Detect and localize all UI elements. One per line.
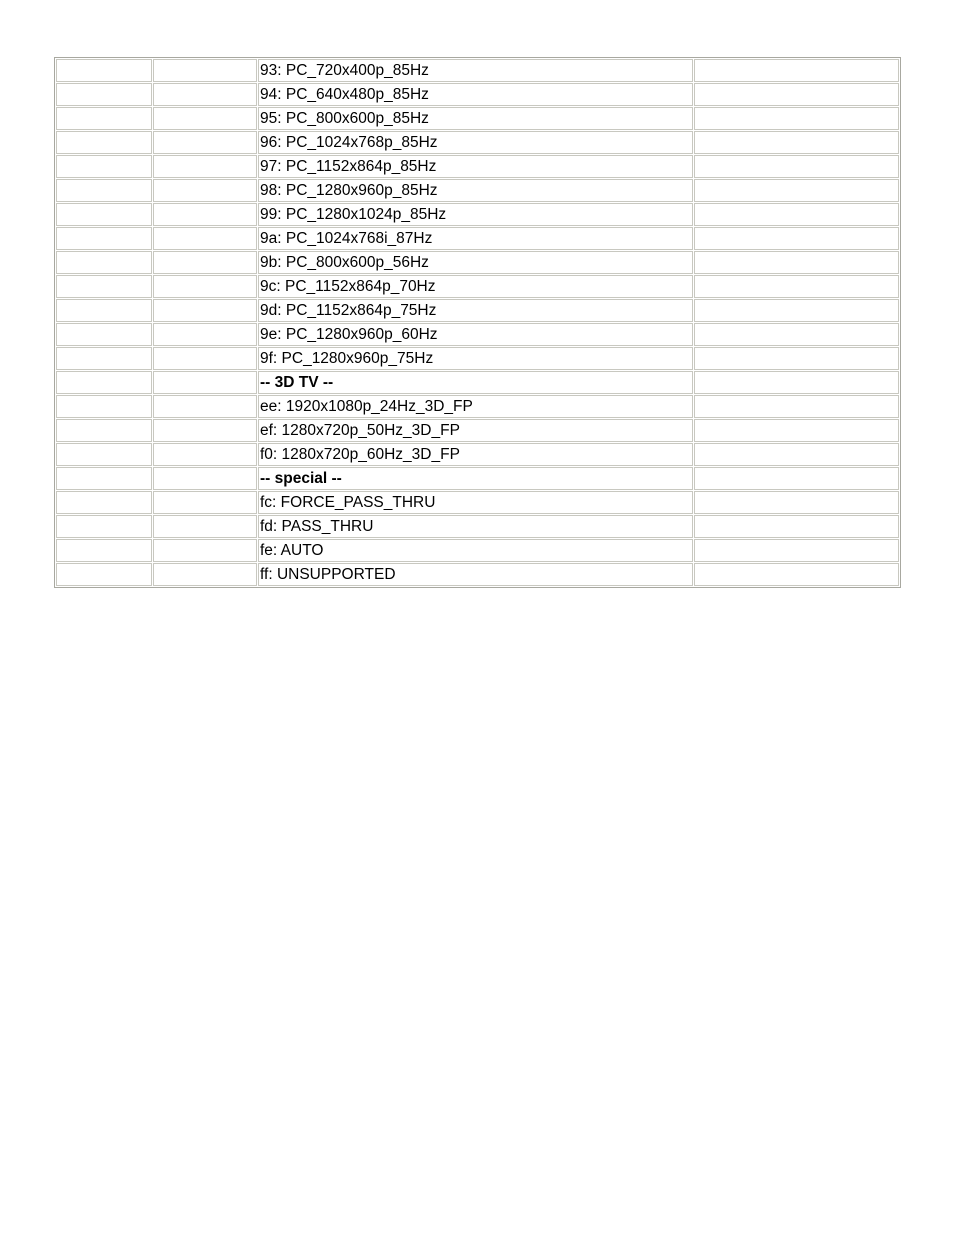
table-cell-col1 — [56, 467, 152, 490]
table-cell-col1 — [56, 443, 152, 466]
table-row — [56, 563, 899, 586]
video-mode-cell: 9c: PC_1152x864p_70Hz — [258, 275, 693, 298]
table-cell-col2 — [153, 467, 257, 490]
table-cell-col4 — [694, 443, 899, 466]
table-cell-col2 — [153, 347, 257, 370]
table-cell-col4 — [694, 419, 899, 442]
table-cell-col1 — [56, 83, 152, 106]
table-cell-col4 — [694, 275, 899, 298]
table-cell-col2 — [153, 251, 257, 274]
table-cell-col2 — [153, 131, 257, 154]
table-cell-col2 — [153, 107, 257, 130]
table-cell-col1 — [56, 419, 152, 442]
table-cell-col1 — [56, 347, 152, 370]
table-cell-col1 — [56, 515, 152, 538]
table-row — [56, 323, 899, 346]
video-mode-cell: 93: PC_720x400p_85Hz — [258, 59, 693, 82]
video-mode-cell: fe: AUTO — [258, 539, 693, 562]
table-cell-col4 — [694, 155, 899, 178]
section-header-cell: -- special -- — [258, 467, 693, 490]
table-cell-col2 — [153, 515, 257, 538]
table-row — [56, 251, 899, 274]
table-cell-col1 — [56, 539, 152, 562]
table-row — [56, 491, 899, 514]
table-cell-col4 — [694, 323, 899, 346]
table-cell-col2 — [153, 179, 257, 202]
table-cell-col1 — [56, 155, 152, 178]
table-cell-col2 — [153, 83, 257, 106]
video-mode-cell: ee: 1920x1080p_24Hz_3D_FP — [258, 395, 693, 418]
table-row — [56, 347, 899, 370]
table-cell-col2 — [153, 443, 257, 466]
table-cell-col1 — [56, 323, 152, 346]
table-cell-col1 — [56, 563, 152, 586]
table-cell-col2 — [153, 227, 257, 250]
table-cell-col1 — [56, 179, 152, 202]
table-cell-col4 — [694, 227, 899, 250]
table-row — [56, 203, 899, 226]
table-cell-col4 — [694, 299, 899, 322]
table-row — [56, 467, 899, 490]
table-row — [56, 539, 899, 562]
table-cell-col2 — [153, 59, 257, 82]
table-cell-col1 — [56, 251, 152, 274]
table-cell-col2 — [153, 395, 257, 418]
section-header-cell: -- 3D TV -- — [258, 371, 693, 394]
table-cell-col4 — [694, 395, 899, 418]
video-mode-cell: ff: UNSUPPORTED — [258, 563, 693, 586]
table-cell-col2 — [153, 563, 257, 586]
video-mode-cell: fd: PASS_THRU — [258, 515, 693, 538]
table-cell-col1 — [56, 107, 152, 130]
table-row — [56, 371, 899, 394]
table-cell-col1 — [56, 203, 152, 226]
table-row — [56, 275, 899, 298]
table-cell-col4 — [694, 251, 899, 274]
video-mode-cell: 99: PC_1280x1024p_85Hz — [258, 203, 693, 226]
video-mode-cell: 9d: PC_1152x864p_75Hz — [258, 299, 693, 322]
video-mode-cell: 95: PC_800x600p_85Hz — [258, 107, 693, 130]
table-row — [56, 59, 899, 82]
table-cell-col4 — [694, 59, 899, 82]
table-row — [56, 131, 899, 154]
table-cell-col1 — [56, 395, 152, 418]
table-row — [56, 179, 899, 202]
table-cell-col4 — [694, 107, 899, 130]
video-mode-cell: 98: PC_1280x960p_85Hz — [258, 179, 693, 202]
table-cell-col4 — [694, 491, 899, 514]
table-cell-col2 — [153, 155, 257, 178]
video-mode-table — [54, 57, 901, 588]
table-cell-col2 — [153, 419, 257, 442]
video-mode-cell: fc: FORCE_PASS_THRU — [258, 491, 693, 514]
video-mode-table-body — [56, 59, 899, 586]
table-row — [56, 515, 899, 538]
video-mode-cell: f0: 1280x720p_60Hz_3D_FP — [258, 443, 693, 466]
table-cell-col2 — [153, 371, 257, 394]
table-row — [56, 83, 899, 106]
table-cell-col1 — [56, 275, 152, 298]
table-row — [56, 395, 899, 418]
video-mode-cell: 9b: PC_800x600p_56Hz — [258, 251, 693, 274]
video-mode-cell: 9f: PC_1280x960p_75Hz — [258, 347, 693, 370]
video-mode-cell: 96: PC_1024x768p_85Hz — [258, 131, 693, 154]
table-row — [56, 443, 899, 466]
table-cell-col4 — [694, 131, 899, 154]
table-cell-col4 — [694, 515, 899, 538]
video-mode-cell: 9e: PC_1280x960p_60Hz — [258, 323, 693, 346]
table-cell-col4 — [694, 347, 899, 370]
table-cell-col1 — [56, 59, 152, 82]
table-cell-col4 — [694, 371, 899, 394]
table-cell-col2 — [153, 491, 257, 514]
table-cell-col2 — [153, 323, 257, 346]
table-cell-col4 — [694, 83, 899, 106]
table-row — [56, 299, 899, 322]
table-row — [56, 107, 899, 130]
video-mode-cell: 94: PC_640x480p_85Hz — [258, 83, 693, 106]
table-cell-col4 — [694, 467, 899, 490]
table-cell-col1 — [56, 299, 152, 322]
video-mode-cell: 97: PC_1152x864p_85Hz — [258, 155, 693, 178]
video-mode-cell: 9a: PC_1024x768i_87Hz — [258, 227, 693, 250]
table-cell-col1 — [56, 371, 152, 394]
table-row — [56, 227, 899, 250]
table-cell-col1 — [56, 491, 152, 514]
table-row — [56, 419, 899, 442]
table-cell-col4 — [694, 539, 899, 562]
table-cell-col2 — [153, 203, 257, 226]
table-cell-col1 — [56, 227, 152, 250]
table-cell-col4 — [694, 179, 899, 202]
video-mode-cell: ef: 1280x720p_50Hz_3D_FP — [258, 419, 693, 442]
table-row — [56, 155, 899, 178]
table-cell-col4 — [694, 203, 899, 226]
table-cell-col2 — [153, 275, 257, 298]
table-cell-col1 — [56, 131, 152, 154]
table-cell-col2 — [153, 299, 257, 322]
table-cell-col2 — [153, 539, 257, 562]
table-cell-col4 — [694, 563, 899, 586]
